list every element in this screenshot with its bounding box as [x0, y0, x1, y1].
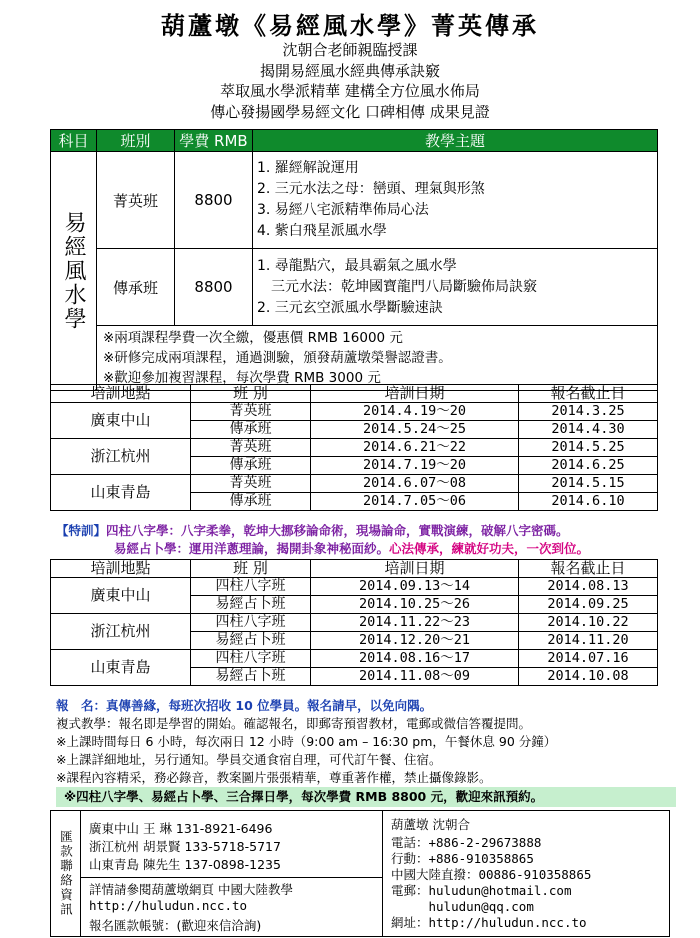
class-cell: 易經占卜班 [191, 668, 311, 686]
header-subject: 科目 [51, 130, 97, 152]
schedule-row [51, 475, 658, 493]
contact-phone: 電話：+886-2-29673888 [391, 835, 542, 850]
class-fee: 8800 [175, 152, 253, 249]
info-line: ※上課詳細地址，另行通知。學員交通食宿自理，可代訂午餐、住宿。 [56, 752, 442, 767]
topic-cell [253, 152, 658, 249]
note-line: ※歡迎參加複習課程，每次學費 RMB 3000 元 [103, 370, 381, 386]
schedule-table-2 [50, 559, 658, 686]
contact-right [383, 811, 670, 937]
schedule-table-1 [50, 384, 658, 511]
class-cell: 菁英班 [191, 475, 311, 493]
contact-line: 山東青島 陳先生 137-0898-1235 [89, 857, 281, 872]
header-location: 培訓地點 [51, 560, 191, 578]
topic-cell [253, 249, 658, 326]
contact-box [50, 810, 670, 937]
topic-item: 2. 三元水法之母：巒頭、理氣與形煞 [257, 181, 485, 197]
location-cell: 山東青島 [51, 650, 191, 686]
topic-item: 1. 羅經解說運用 [257, 160, 359, 176]
class-cell: 傳承班 [191, 457, 311, 475]
intro-line: 揭開易經風水經典傳承訣竅 [259, 61, 440, 80]
class-cell: 四柱八字班 [191, 578, 311, 596]
website-label: 詳情請參閱葫蘆墩網頁 中國大陸教學 [89, 882, 293, 897]
header-date: 培訓日期 [311, 385, 519, 403]
subject-cell: 易經風水學 [51, 152, 97, 391]
course-row [51, 152, 658, 249]
deadline-cell: 2014.6.10 [519, 493, 658, 511]
date-cell: 2014.09.13～14 [311, 578, 519, 596]
header-topic: 教學主題 [253, 130, 658, 152]
class-name: 傳承班 [97, 249, 175, 326]
date-cell: 2014.08.16～17 [311, 650, 519, 668]
date-cell: 2014.7.19～20 [311, 457, 519, 475]
intro-line: 萃取風水學派精華 建構全方位風水佈局 [220, 82, 480, 100]
date-cell: 2014.4.19～20 [311, 403, 519, 421]
note-line: ※研修完成兩項課程，通過測驗，頒發葫蘆墩榮譽認證書。 [103, 350, 452, 366]
website-cell [81, 878, 383, 937]
info-line: 複式教學：報名即是學習的開始。確認報名，即郵寄預習教材，電郵或微信答覆提問。 [56, 716, 532, 731]
header-deadline: 報名截止日 [519, 385, 658, 403]
contact-direct: 中國大陸直撥：00886-910358865 [391, 867, 592, 882]
info-line: ※課程內容精采，務必錄音，教案圖片張張精華，尊重著作權，禁止攝像錄影。 [56, 770, 492, 785]
website-link[interactable]: http://huludun.ncc.to [89, 898, 248, 913]
header-fee: 學費 RMB [175, 130, 253, 152]
class-cell: 易經占卜班 [191, 632, 311, 650]
deadline-cell: 2014.08.13 [519, 578, 658, 596]
class-fee: 8800 [175, 249, 253, 326]
date-cell: 2014.11.22～23 [311, 614, 519, 632]
notes-cell [97, 326, 658, 391]
intro-block [0, 40, 700, 122]
class-cell: 菁英班 [191, 403, 311, 421]
deadline-cell: 2014.4.30 [519, 421, 658, 439]
date-cell: 2014.5.24～25 [311, 421, 519, 439]
info-line: ※上課時間每日 6 小時，每次兩日 12 小時（9:00 am – 16:30 pm，午餐休息 90 分鐘） [56, 734, 557, 749]
fee-highlight: ※四柱八字學、易經占卜學、三合擇日學，每次學費 RMB 8800 元，歡迎來訊預約。 [56, 787, 676, 807]
header-class: 班 別 [191, 560, 311, 578]
contact-mobile: 行動：+886-910358865 [391, 851, 534, 866]
signup-line [56, 696, 696, 714]
topic-item: 3. 易經八宅派精準佈局心法 [257, 202, 429, 218]
course-table-header [51, 130, 658, 152]
deadline-cell: 2014.11.20 [519, 632, 658, 650]
location-cell: 山東青島 [51, 475, 191, 511]
contact-side-label: 匯款聯絡資訊 [51, 811, 81, 937]
page-title: 葫蘆墩《易經風水學》菁英傳承 [161, 11, 539, 40]
contact-name: 葫蘆墩 沈朝合 [391, 817, 470, 832]
header-location: 培訓地點 [51, 385, 191, 403]
contact-website[interactable]: 網址：http://huludun.ncc.to [391, 915, 587, 930]
contacts-cell [81, 811, 383, 878]
special-text: 四柱八字學：八字柔拳，乾坤大挪移論命術，現場論命，實戰演練，破解八字密碼。 [106, 523, 569, 538]
date-cell: 2014.11.08～09 [311, 668, 519, 686]
class-cell: 傳承班 [191, 493, 311, 511]
special-highlight: 心法傳承，練就好功夫，一次到位。 [389, 541, 590, 556]
schedule-row [51, 614, 658, 632]
deadline-cell: 2014.5.25 [519, 439, 658, 457]
location-cell: 浙江杭州 [51, 439, 191, 475]
topic-item: 4. 紫白飛星派風水學 [257, 223, 387, 239]
signup-text: 真傳善緣，每班次招收 10 位學員。報名請早，以免向隅。 [106, 698, 433, 713]
schedule-header [51, 385, 658, 403]
class-name: 菁英班 [97, 152, 175, 249]
deadline-cell: 2014.10.22 [519, 614, 658, 632]
special-tag: 【特訓】 [56, 523, 107, 538]
intro-line: 傳心發揚國學易經文化 口碑相傳 成果見證 [210, 102, 490, 121]
notes-row [51, 326, 658, 391]
contact-line: 廣東中山 王 琳 131-8921-6496 [89, 821, 273, 836]
special-text: 易經占卜學：運用洋蔥理論，揭開卦象神秘面紗。 [114, 541, 390, 556]
topic-item: 三元水法：乾坤國寶龍門八局斷驗佈局訣竅 [257, 278, 537, 295]
intro-line: 沈朝合老師親臨授課 [282, 41, 418, 59]
date-cell: 2014.12.20～21 [311, 632, 519, 650]
special-training [56, 522, 696, 558]
date-cell: 2014.6.21～22 [311, 439, 519, 457]
class-cell: 菁英班 [191, 439, 311, 457]
deadline-cell: 2014.5.15 [519, 475, 658, 493]
deadline-cell: 2014.07.16 [519, 650, 658, 668]
date-cell: 2014.7.05～06 [311, 493, 519, 511]
deadline-cell: 2014.3.25 [519, 403, 658, 421]
schedule-row [51, 439, 658, 457]
course-table [50, 129, 658, 391]
header-class: 班 別 [191, 385, 311, 403]
special-line [56, 540, 696, 558]
contact-email[interactable]: huludun@qq.com [391, 899, 534, 914]
topic-item: 2. 三元玄空派風水學斷驗速訣 [257, 299, 443, 316]
location-cell: 浙江杭州 [51, 614, 191, 650]
schedule-row [51, 403, 658, 421]
class-cell: 四柱八字班 [191, 614, 311, 632]
contact-line: 浙江杭州 胡景賢 133-5718-5717 [89, 839, 281, 854]
class-cell: 傳承班 [191, 421, 311, 439]
location-cell: 廣東中山 [51, 403, 191, 439]
contact-email[interactable]: 電郵：huludun@hotmail.com [391, 883, 572, 898]
special-line [56, 522, 696, 540]
date-cell: 2014.10.25～26 [311, 596, 519, 614]
info-block [56, 696, 696, 786]
class-cell: 易經占卜班 [191, 596, 311, 614]
schedule-row [51, 650, 658, 668]
schedule-row [51, 578, 658, 596]
signup-label: 報 名： [56, 698, 107, 713]
header-class: 班別 [97, 130, 175, 152]
course-row [51, 249, 658, 326]
deadline-cell: 2014.6.25 [519, 457, 658, 475]
account-line: 報名匯款帳號：(歡迎來信洽詢) [89, 918, 262, 933]
schedule-header [51, 560, 658, 578]
date-cell: 2014.6.07～08 [311, 475, 519, 493]
class-cell: 四柱八字班 [191, 650, 311, 668]
deadline-cell: 2014.10.08 [519, 668, 658, 686]
header-date: 培訓日期 [311, 560, 519, 578]
deadline-cell: 2014.09.25 [519, 596, 658, 614]
note-line: ※兩項課程學費一次全繳，優惠價 RMB 16000 元 [103, 330, 403, 346]
topic-item: 1. 尋龍點穴，最具霸氣之風水學 [257, 257, 457, 274]
header-deadline: 報名截止日 [519, 560, 658, 578]
location-cell: 廣東中山 [51, 578, 191, 614]
